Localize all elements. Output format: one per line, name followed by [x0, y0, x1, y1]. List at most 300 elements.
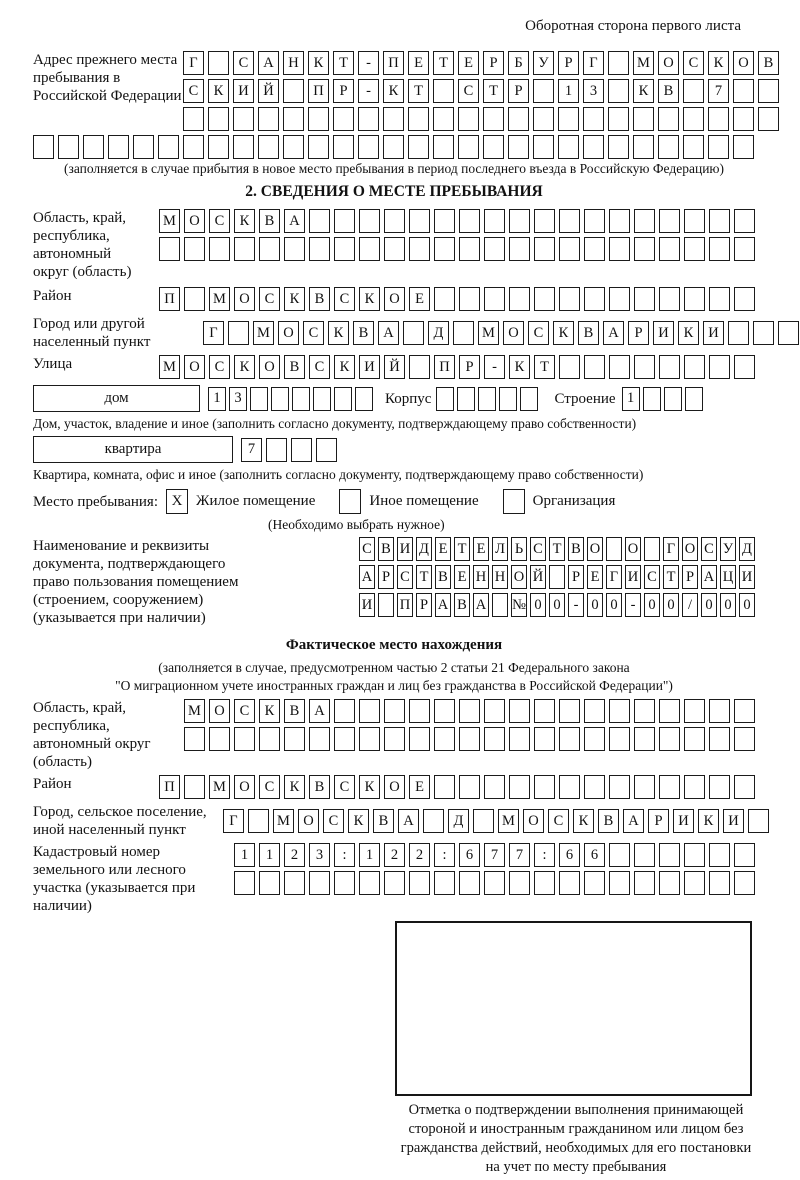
form-cell — [283, 135, 304, 159]
form-cell — [534, 775, 555, 799]
form-cell: А — [284, 209, 305, 233]
form-cell — [734, 209, 755, 233]
form-cell — [434, 209, 455, 233]
form-cell — [634, 775, 655, 799]
form-cell — [734, 775, 755, 799]
prev-address-field — [33, 51, 774, 131]
form-cell — [334, 237, 355, 261]
form-cell — [158, 135, 179, 159]
form-cell — [259, 727, 280, 751]
stamp-caption-line-2: стороной и иностранным гражданином или лицом без — [408, 1121, 744, 1137]
form-cell — [409, 871, 430, 895]
doc-row-3 — [359, 593, 755, 617]
form-cell: О — [523, 809, 544, 833]
form-cell: Т — [534, 355, 555, 379]
form-cell: / — [682, 593, 698, 617]
form-cell — [549, 565, 565, 589]
form-cell: М — [273, 809, 294, 833]
form-cell — [753, 321, 774, 345]
form-cell: Т — [433, 51, 454, 75]
form-cell — [534, 699, 555, 723]
form-cell — [684, 237, 705, 261]
form-cell: И — [653, 321, 674, 345]
doc-cell-rows — [359, 537, 755, 617]
form-cell: В — [309, 775, 330, 799]
form-cell — [609, 209, 630, 233]
prev-address-row-3 — [183, 107, 779, 131]
mesto-note: (Необходимо выбрать нужное) — [268, 517, 445, 532]
form-cell — [183, 107, 204, 131]
form-cell: О — [184, 355, 205, 379]
option-label-organizatsiya: Организация — [532, 493, 616, 509]
doc-row-1 — [359, 537, 755, 561]
form-cell — [634, 355, 655, 379]
form-cell — [659, 209, 680, 233]
form-cell — [334, 387, 352, 411]
form-cell — [484, 209, 505, 233]
form-cell — [459, 237, 480, 261]
rayon-row — [159, 287, 755, 311]
form-cell: 0 — [663, 593, 679, 617]
form-cell: Ь — [511, 537, 527, 561]
form-cell: 0 — [587, 593, 603, 617]
form-cell — [408, 135, 429, 159]
form-cell — [184, 775, 205, 799]
form-cell: С — [259, 287, 280, 311]
dom-number-row — [208, 387, 373, 411]
form-cell: В — [758, 51, 779, 75]
form-cell: О — [503, 321, 524, 345]
form-cell: С — [183, 79, 204, 103]
fact-rayon-label: Район — [33, 776, 72, 792]
form-cell: 7 — [708, 79, 729, 103]
form-cell — [709, 287, 730, 311]
form-cell — [309, 727, 330, 751]
form-cell — [509, 775, 530, 799]
form-cell — [359, 871, 380, 895]
form-cell — [684, 209, 705, 233]
form-cell: А — [603, 321, 624, 345]
fact-note-line2: "О миграционном учете иностранных граждан и лиц без гражданства в Российской Федерации") — [115, 678, 673, 693]
kadastr-row-2 — [234, 871, 755, 895]
fact-gorod-row — [223, 809, 769, 833]
form-cell — [309, 871, 330, 895]
form-cell: И — [359, 355, 380, 379]
form-cell: О — [625, 537, 641, 561]
form-cell: Ц — [720, 565, 736, 589]
form-cell: К — [359, 775, 380, 799]
form-cell: Т — [333, 51, 354, 75]
form-cell: 1 — [622, 387, 640, 411]
form-cell: М — [253, 321, 274, 345]
stamp-caption-line-3: гражданства действий, необходимых для его постановки — [400, 1140, 752, 1156]
form-cell: М — [633, 51, 654, 75]
oblast-row-1 — [159, 209, 755, 233]
form-cell — [643, 387, 661, 411]
form-cell: 0 — [549, 593, 565, 617]
form-cell: Е — [435, 537, 451, 561]
form-cell — [658, 107, 679, 131]
form-cell — [423, 809, 444, 833]
form-cell — [709, 699, 730, 723]
form-cell — [633, 107, 654, 131]
form-cell: Р — [682, 565, 698, 589]
form-cell — [609, 727, 630, 751]
form-cell — [634, 237, 655, 261]
form-cell: Р — [483, 51, 504, 75]
form-cell: - — [484, 355, 505, 379]
form-cell — [409, 355, 430, 379]
form-cell: К — [708, 51, 729, 75]
form-cell: С — [209, 209, 230, 233]
prev-address-row-1 — [183, 51, 779, 75]
form-cell: 1 — [259, 843, 280, 867]
form-cell: Н — [492, 565, 508, 589]
form-cell — [313, 387, 331, 411]
form-cell — [383, 135, 404, 159]
field-mesto-prebyvaniya — [33, 489, 755, 514]
form-cell — [383, 107, 404, 131]
form-cell: Р — [333, 79, 354, 103]
form-cell: В — [353, 321, 374, 345]
form-cell: С — [209, 355, 230, 379]
stroenie-row — [622, 387, 703, 411]
form-cell: Г — [583, 51, 604, 75]
gorod-row — [203, 321, 799, 345]
form-cell: У — [533, 51, 554, 75]
fact-field-oblast — [33, 699, 755, 771]
form-cell — [534, 871, 555, 895]
form-cell — [608, 79, 629, 103]
form-cell — [559, 209, 580, 233]
form-cell — [459, 871, 480, 895]
form-cell: О — [587, 537, 603, 561]
form-cell — [534, 727, 555, 751]
form-cell: П — [159, 287, 180, 311]
mesto-label: Место пребывания: — [33, 493, 158, 510]
form-cell: Р — [459, 355, 480, 379]
form-cell: К — [234, 355, 255, 379]
form-cell — [358, 135, 379, 159]
form-cell — [584, 871, 605, 895]
form-cell: Д — [428, 321, 449, 345]
stamp-caption-line-1: Отметка о подтверждении выполнения принимающей — [408, 1102, 744, 1118]
form-cell: О — [384, 287, 405, 311]
form-cell — [159, 237, 180, 261]
form-cell: К — [234, 209, 255, 233]
form-cell — [734, 287, 755, 311]
form-cell: М — [184, 699, 205, 723]
form-cell — [709, 237, 730, 261]
form-cell — [709, 871, 730, 895]
form-cell: В — [658, 79, 679, 103]
form-cell — [483, 135, 504, 159]
form-cell — [184, 237, 205, 261]
form-cell — [259, 871, 280, 895]
form-cell — [734, 727, 755, 751]
fact-rayon-row — [159, 775, 755, 799]
form-cell — [384, 237, 405, 261]
form-cell — [584, 355, 605, 379]
oblast-cell-rows — [159, 209, 755, 261]
form-cell — [208, 135, 229, 159]
rayon-label: Район — [33, 288, 72, 304]
form-cell: 0 — [606, 593, 622, 617]
form-cell: А — [359, 565, 375, 589]
form-cell — [359, 727, 380, 751]
form-cell — [634, 699, 655, 723]
form-cell: М — [498, 809, 519, 833]
form-cell — [584, 237, 605, 261]
form-cell: Р — [628, 321, 649, 345]
form-cell — [234, 871, 255, 895]
form-cell — [520, 387, 538, 411]
form-cell — [384, 699, 405, 723]
form-cell: К — [678, 321, 699, 345]
form-cell — [559, 727, 580, 751]
form-cell — [484, 237, 505, 261]
form-cell — [473, 809, 494, 833]
form-cell: К — [284, 775, 305, 799]
form-cell — [659, 237, 680, 261]
form-cell: К — [698, 809, 719, 833]
form-cell — [559, 871, 580, 895]
form-cell — [358, 107, 379, 131]
form-cell — [508, 107, 529, 131]
form-cell — [183, 135, 204, 159]
form-cell: К — [509, 355, 530, 379]
form-cell: О — [184, 209, 205, 233]
form-cell: 2 — [384, 843, 405, 867]
form-cell: 6 — [459, 843, 480, 867]
form-cell: Е — [473, 537, 489, 561]
form-cell: И — [233, 79, 254, 103]
form-cell: А — [309, 699, 330, 723]
form-cell — [133, 135, 154, 159]
form-cell — [559, 699, 580, 723]
form-cell: О — [658, 51, 679, 75]
form-cell: П — [383, 51, 404, 75]
form-cell — [533, 79, 554, 103]
form-cell: 7 — [509, 843, 530, 867]
form-cell — [509, 699, 530, 723]
form-cell — [291, 438, 312, 462]
form-cell: - — [358, 79, 379, 103]
form-cell — [292, 387, 310, 411]
prev-address-note: (заполняется в случае прибытия в новое место пребывания в период последнего въезда в Российскую Федерацию) — [63, 161, 725, 176]
form-cell — [258, 107, 279, 131]
form-cell: Б — [508, 51, 529, 75]
form-cell — [509, 871, 530, 895]
form-cell: О — [511, 565, 527, 589]
fact-oblast-row-1 — [184, 699, 755, 723]
form-cell: С — [701, 537, 717, 561]
form-cell: М — [209, 287, 230, 311]
form-cell — [558, 135, 579, 159]
dom-box: дом — [33, 385, 200, 412]
form-cell: К — [334, 355, 355, 379]
field-rayon — [33, 287, 755, 311]
form-cell: В — [373, 809, 394, 833]
form-cell: И — [359, 593, 375, 617]
stamp-box — [395, 921, 752, 1096]
form-cell — [308, 135, 329, 159]
form-cell — [384, 727, 405, 751]
form-cell: С — [233, 51, 254, 75]
oblast-row-2 — [159, 237, 755, 261]
form-cell — [409, 209, 430, 233]
form-cell — [209, 727, 230, 751]
form-cell: В — [435, 565, 451, 589]
form-cell — [609, 355, 630, 379]
fact-gorod-label: Город, сельское поселение, иной населенный пункт — [33, 804, 207, 838]
form-cell — [734, 699, 755, 723]
form-cell: А — [623, 809, 644, 833]
form-cell: Г — [223, 809, 244, 833]
form-cell — [259, 237, 280, 261]
form-cell — [758, 79, 779, 103]
ulitsa-row — [159, 355, 755, 379]
kadastr-label: Кадастровый номер земельного или лесного участка (указывается при наличии) — [33, 844, 196, 914]
form-cell — [659, 843, 680, 867]
form-cell: П — [159, 775, 180, 799]
form-cell: Р — [568, 565, 584, 589]
option-label-inoe-pomeshchenie: Иное помещение — [369, 493, 479, 509]
form-cell — [659, 871, 680, 895]
form-cell: К — [383, 79, 404, 103]
form-cell: 7 — [484, 843, 505, 867]
form-cell — [709, 355, 730, 379]
form-cell — [608, 51, 629, 75]
form-cell: И — [625, 565, 641, 589]
form-cell — [209, 237, 230, 261]
form-cell — [208, 107, 229, 131]
form-cell — [228, 321, 249, 345]
form-cell — [606, 537, 622, 561]
form-cell — [334, 871, 355, 895]
form-cell — [484, 871, 505, 895]
form-cell — [609, 871, 630, 895]
form-cell — [733, 107, 754, 131]
form-cell: К — [359, 287, 380, 311]
form-cell — [509, 287, 530, 311]
form-cell: О — [733, 51, 754, 75]
form-cell: К — [284, 287, 305, 311]
form-cell: В — [378, 537, 394, 561]
dom-note: Дом, участок, владение и иное (заполнить согласно документу, подтверждающему право собственности) — [33, 416, 637, 431]
form-cell: И — [723, 809, 744, 833]
form-cell: 1 — [558, 79, 579, 103]
form-cell — [459, 287, 480, 311]
form-cell — [748, 809, 769, 833]
form-cell — [58, 135, 79, 159]
fact-note-line1: (заполняется в случае, предусмотренном частью 2 статьи 21 Федерального закона — [158, 660, 630, 675]
form-cell: 0 — [530, 593, 546, 617]
form-cell: К — [348, 809, 369, 833]
fact-oblast-cell-rows — [184, 699, 755, 751]
form-cell — [284, 727, 305, 751]
form-cell — [459, 209, 480, 233]
form-cell: Д — [739, 537, 755, 561]
form-cell — [359, 699, 380, 723]
form-cell — [609, 843, 630, 867]
doc-label: Наименование и реквизиты документа, подтверждающего право пользования помещением (строением, сооружением) (указывается при наличии) — [33, 538, 239, 626]
form-cell: Р — [648, 809, 669, 833]
form-cell — [334, 699, 355, 723]
form-cell — [334, 209, 355, 233]
form-cell: 3 — [309, 843, 330, 867]
form-cell: П — [308, 79, 329, 103]
form-cell: 3 — [229, 387, 247, 411]
form-cell: О — [234, 287, 255, 311]
form-cell: В — [309, 287, 330, 311]
form-cell — [492, 593, 508, 617]
form-cell: Т — [416, 565, 432, 589]
form-cell — [433, 107, 454, 131]
form-cell — [708, 107, 729, 131]
form-cell — [584, 699, 605, 723]
form-cell: В — [284, 355, 305, 379]
form-cell — [559, 237, 580, 261]
form-cell — [684, 871, 705, 895]
form-cell — [309, 237, 330, 261]
form-cell: Л — [492, 537, 508, 561]
stamp-caption-line-4: на учет по месту пребывания — [485, 1159, 667, 1175]
form-cell: Д — [448, 809, 469, 833]
form-cell: С — [234, 699, 255, 723]
form-cell — [408, 107, 429, 131]
form-cell — [634, 209, 655, 233]
field-gorod — [33, 315, 755, 351]
form-cell — [458, 107, 479, 131]
form-cell: 6 — [584, 843, 605, 867]
form-cell — [457, 387, 475, 411]
form-cell: Е — [409, 775, 430, 799]
form-cell — [708, 135, 729, 159]
form-cell — [184, 287, 205, 311]
form-cell — [634, 287, 655, 311]
form-cell — [559, 287, 580, 311]
field-ulitsa — [33, 355, 755, 379]
form-cell: А — [398, 809, 419, 833]
checkbox-organizatsiya — [503, 489, 525, 514]
form-cell — [458, 135, 479, 159]
form-cell: Е — [408, 51, 429, 75]
kvartira-row — [241, 438, 337, 462]
form-cell — [508, 135, 529, 159]
form-cell: Й — [530, 565, 546, 589]
form-cell: 2 — [284, 843, 305, 867]
form-cell: О — [298, 809, 319, 833]
form-cell: К — [259, 699, 280, 723]
form-cell — [283, 79, 304, 103]
form-cell — [453, 321, 474, 345]
form-cell — [684, 287, 705, 311]
form-cell — [728, 321, 749, 345]
form-cell — [83, 135, 104, 159]
form-cell: К — [573, 809, 594, 833]
form-cell: 1 — [234, 843, 255, 867]
form-cell — [250, 387, 268, 411]
fact-oblast-label: Область, край, республика, автономный округ (область) — [33, 700, 151, 770]
form-cell: Е — [458, 51, 479, 75]
form-cell — [659, 287, 680, 311]
form-cell: П — [434, 355, 455, 379]
form-cell: Р — [378, 565, 394, 589]
form-cell — [644, 537, 660, 561]
fact-oblast-row-2 — [184, 727, 755, 751]
form-cell: : — [334, 843, 355, 867]
